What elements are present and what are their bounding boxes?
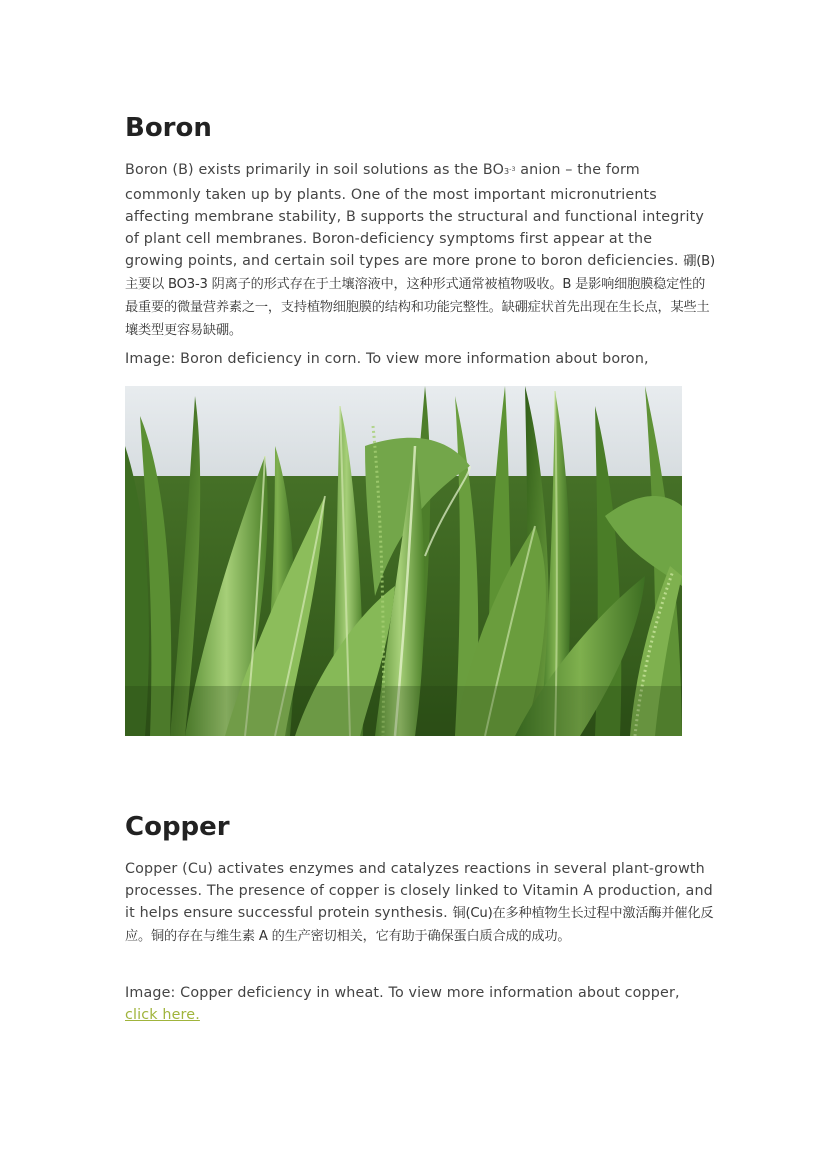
section-title-copper: Copper — [125, 812, 230, 842]
boron-description-text-1: Boron (B) exists primarily in soil solutions as the BO — [125, 162, 504, 178]
corn-boron-deficiency-image — [125, 386, 682, 736]
copper-description-text: Copper (Cu) activates enzymes and catalyzes reactions in several plant-growth processes. The presence of copper is closely linked to Vitamin A production, and it helps ensure successful protein synthesis. — [125, 861, 713, 921]
copper-description — [125, 858, 715, 948]
section-title-boron: Boron — [125, 113, 212, 143]
copper-image-caption — [125, 982, 715, 1026]
boron-image-caption: Image: Boron deficiency in corn. To view more information about boron, — [125, 351, 649, 367]
boron-ion-subscript: 3 — [504, 167, 510, 176]
copper-more-info-link[interactable]: click here. — [125, 1007, 200, 1023]
boron-ion-charge: -3 — [509, 166, 516, 173]
boron-description-text-2: anion – the form commonly taken up by plants. One of the most important micronutrients affecting membrane stability, B supports the structural and functional integrity of plant cell membranes. Boron-deficiency symptoms first appear at the growing points, and certain soil types are more prone to boron deficiencies. — [125, 162, 704, 269]
copper-description-chinese: 铜(Cu)在多种植物生长过程中激活酶并催化反应。铜的存在与维生素 A 的生产密切相关，它有助于确保蛋白质合成的成功。 — [125, 906, 714, 944]
copper-caption-text: Image: Copper deficiency in wheat. To view more information about copper, — [125, 985, 680, 1001]
boron-description — [125, 159, 715, 342]
boron-description-chinese: 硼(B)主要以 BO3-3 阴离子的形式存在于土壤溶液中，这种形式通常被植物吸收。B 是影响细胞膜稳定性的最重要的微量营养素之一，支持植物细胞膜的结构和功能完整性。缺硼症状首先出现在生长点，某些土壤类型更容易缺硼。 — [125, 254, 715, 338]
